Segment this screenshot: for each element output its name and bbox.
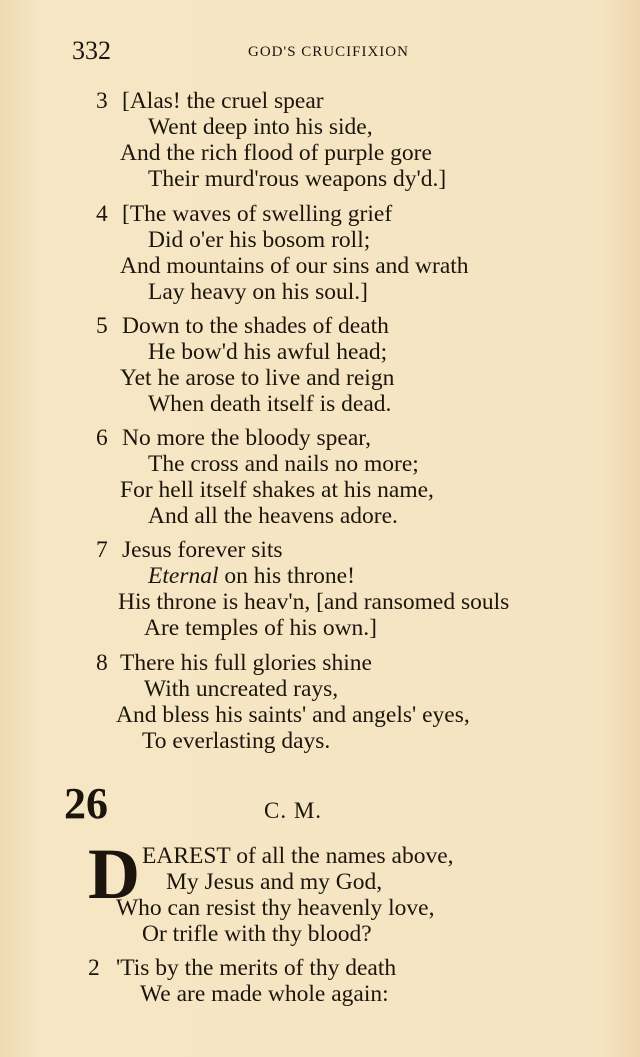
verse-line: And bless his saints' and angels' eyes, [116, 702, 470, 728]
stanza-number: 2 [88, 955, 100, 981]
page-number: 332 [72, 36, 111, 65]
verse-line: There his full glories shine [120, 650, 372, 676]
stanza-number: 7 [96, 537, 108, 563]
verse-line: And the rich flood of purple gore [120, 140, 432, 166]
verse-line: [The waves of swelling grief [122, 201, 393, 227]
verse-line: Went deep into his side, [148, 114, 373, 140]
verse-line: He bow'd his awful head; [148, 339, 388, 365]
verse-line: 'Tis by the merits of thy death [116, 955, 397, 981]
verse-line: Lay heavy on his soul.] [148, 279, 368, 305]
stanza-number: 6 [96, 425, 108, 451]
verse-line: EAREST of all the names above, [142, 843, 454, 869]
italic-word: Eternal [148, 563, 219, 589]
verse-line: Or trifle with thy blood? [142, 921, 372, 947]
verse-line: With uncreated rays, [144, 676, 339, 702]
verse-line: Did o'er his bosom roll; [148, 227, 371, 253]
verse-line [148, 563, 355, 589]
hymn-meter: C. M. [264, 798, 323, 823]
page-header [0, 36, 640, 76]
verse-line: No more the bloody spear, [122, 425, 372, 451]
stanza-number: 5 [96, 313, 108, 339]
verse-line: To everlasting days. [142, 728, 331, 754]
hymn-number: 26 [64, 779, 108, 828]
verse-line: For hell itself shakes at his name, [120, 477, 434, 503]
drop-cap: D [88, 834, 140, 914]
stanza-number: 3 [96, 88, 108, 114]
verse-line: [Alas! the cruel spear [122, 88, 324, 114]
verse-line: Jesus forever sits [122, 537, 283, 563]
verse-line: Their murd'rous weapons dy'd.] [148, 166, 447, 192]
verse-line: Who can resist thy heavenly love, [116, 895, 435, 921]
stanza-number: 8 [96, 650, 108, 676]
verse-line: We are made whole again: [140, 981, 389, 1007]
verse-line: And mountains of our sins and wrath [120, 253, 469, 279]
verse-line: His throne is heav'n, [and ransomed souls [118, 589, 510, 615]
verse-line: And all the heavens adore. [148, 503, 398, 529]
verse-line: Are temples of his own.] [144, 615, 377, 641]
verse-line: The cross and nails no more; [148, 451, 419, 477]
verse-line-rest: on his throne! [224, 563, 355, 589]
verse-line: Yet he arose to live and reign [120, 365, 395, 391]
stanza-number: 4 [96, 201, 108, 227]
verse-line: My Jesus and my God, [166, 869, 383, 895]
verse-line: Down to the shades of death [122, 313, 389, 339]
verse-line: When death itself is dead. [148, 391, 392, 417]
running-head: GOD'S CRUCIFIXION [248, 44, 409, 60]
